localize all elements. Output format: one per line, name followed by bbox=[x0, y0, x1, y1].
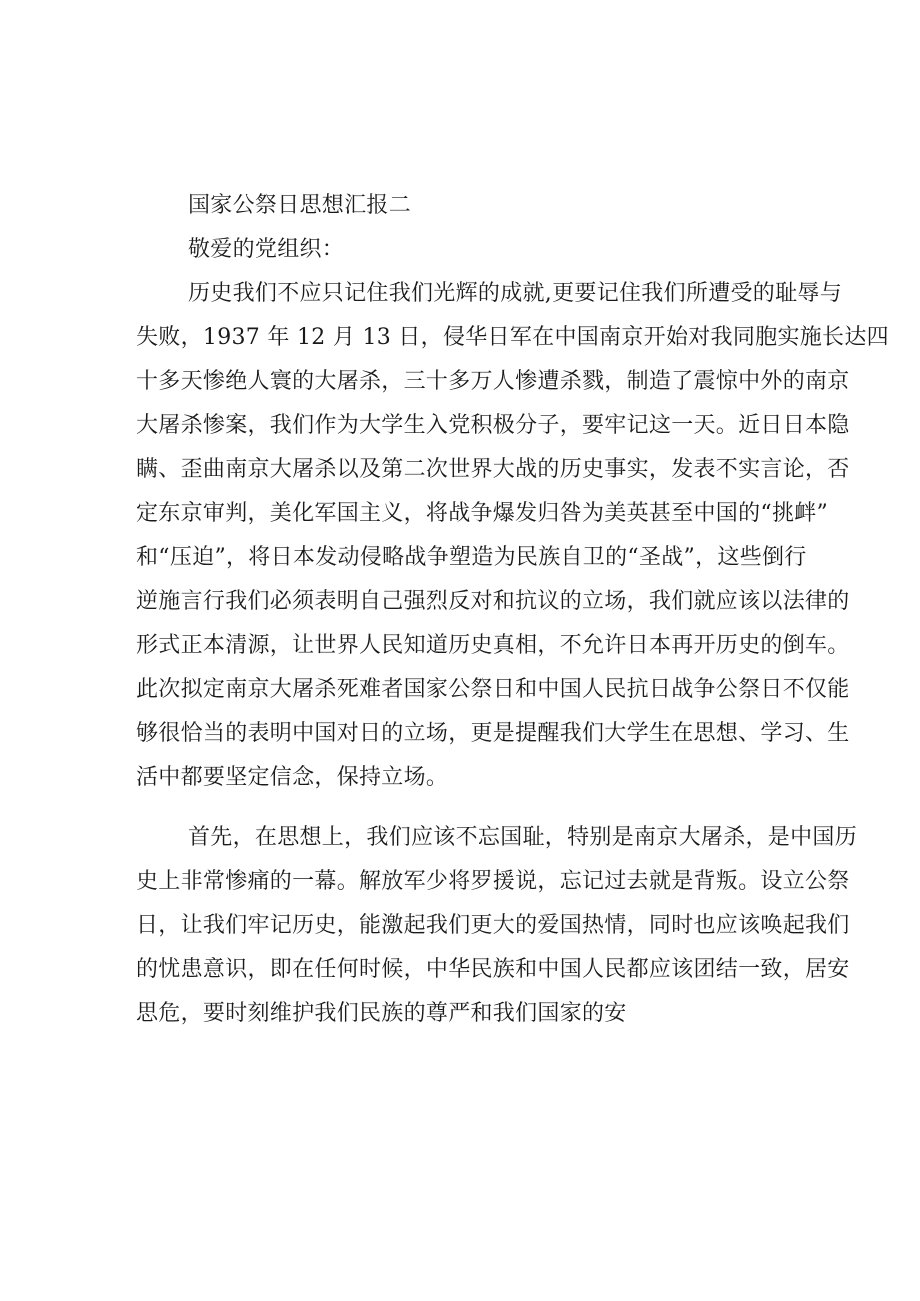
text-line: 够很恰当的表明中国对日的立场，更是提醒我们大学生在思想、学习、生 bbox=[136, 721, 850, 746]
text-line: 大屠杀惨案，我们作为大学生入党积极分子，要牢记这一天。近日日本隐 bbox=[136, 413, 850, 438]
paragraph-2 bbox=[136, 816, 858, 1036]
text-line: 首先，在思想上，我们应该不忘国耻，特别是南京大屠杀，是中国历 bbox=[188, 825, 858, 850]
text-line: 思危，要时刻维护我们民族的尊严和我们国家的安 bbox=[136, 1001, 627, 1026]
paragraph-spacer bbox=[136, 800, 792, 816]
text-line: 逆施言行我们必须表明自己强烈反对和抗议的立场，我们就应该以法律的 bbox=[136, 589, 850, 614]
document-title: 国家公祭日思想汇报二 bbox=[188, 193, 412, 218]
text-line: 史上非常惨痛的一幕。解放军少将罗援说，忘记过去就是背叛。设立公祭 bbox=[136, 869, 850, 894]
text-line: 和“压迫”，将日本发动侵略战争塑造为民族自卫的“圣战”，这些倒行 bbox=[136, 545, 807, 570]
text-line: 日，让我们牢记历史，能激起我们更大的爱国热情，同时也应该唤起我们 bbox=[136, 913, 850, 938]
text-line: 瞒、歪曲南京大屠杀以及第二次世界大战的历史事实，发表不实言论，否 bbox=[136, 457, 850, 482]
paragraph-1 bbox=[136, 272, 889, 800]
document-body bbox=[136, 184, 889, 1036]
text-line: 活中都要坚定信念，保持立场。 bbox=[136, 765, 449, 790]
salutation: 敬爱的党组织： bbox=[188, 237, 345, 262]
text-line: 此次拟定南京大屠杀死难者国家公祭日和中国人民抗日战争公祭日不仅能 bbox=[136, 677, 850, 702]
text-line: 历史我们不应只记住我们光辉的成就,更要记住我们所遭受的耻辱与 bbox=[188, 281, 842, 306]
text-line: 的忧患意识，即在任何时候，中华民族和中国人民都应该团结一致，居安 bbox=[136, 957, 850, 982]
text-line: 失败，1937 年 12 月 13 日，侵华日军在中国南京开始对我同胞实施长达四 bbox=[136, 325, 889, 350]
text-line: 形式正本清源，让世界人民知道历史真相，不允许日本再开历史的倒车。 bbox=[136, 633, 850, 658]
text-line: 十多天惨绝人寰的大屠杀，三十多万人惨遭杀戮，制造了震惊中外的南京 bbox=[136, 369, 850, 394]
text-line: 定东京审判，美化军国主义，将战争爆发归咎为美英甚至中国的“挑衅” bbox=[136, 501, 829, 526]
